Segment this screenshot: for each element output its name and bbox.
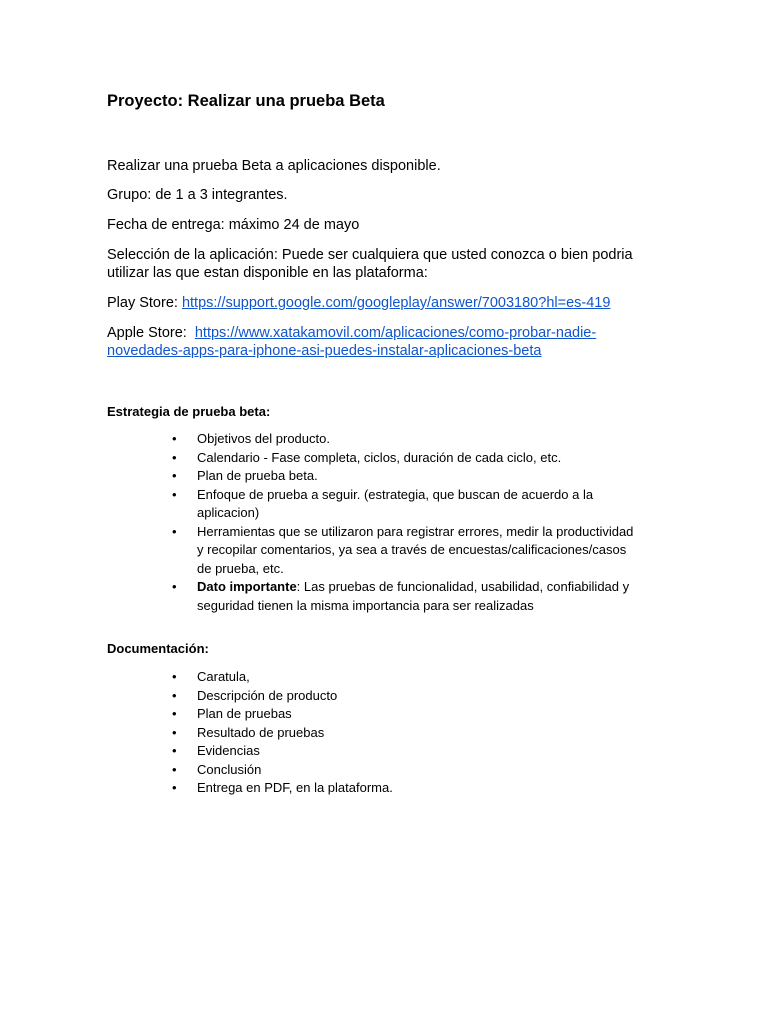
documentation-list	[169, 668, 669, 798]
list-item-text: Entrega en PDF, en la plataforma.	[197, 780, 393, 795]
bullet-icon: •	[172, 449, 177, 465]
apple-store-line	[107, 324, 667, 360]
list-item	[169, 687, 669, 706]
list-item-text: Resultado de pruebas	[197, 724, 325, 740]
bullet-icon: •	[172, 724, 177, 740]
bullet-icon: •	[172, 669, 177, 684]
list-item-text: Conclusión	[197, 761, 262, 777]
play-store-line	[107, 294, 667, 312]
app-selection-line-2: utilizar las que estan disponible en las plataforma:	[107, 265, 428, 281]
bullet-icon: •	[172, 579, 177, 594]
group-text: Grupo: de 1 a 3 integrantes.	[107, 187, 288, 203]
list-item	[169, 449, 669, 468]
strategy-heading: Estrategia de prueba beta:	[107, 404, 271, 419]
list-item-text: Plan de pruebas	[197, 706, 292, 721]
important-label: Dato importante	[197, 579, 297, 594]
apple-store-link-line-1[interactable]: https://www.xatakamovil.com/aplicaciones/como-probar-nadie-	[194, 325, 597, 341]
bullet-icon: •	[172, 523, 177, 539]
play-store-link[interactable]: https://support.google.com/googleplay/answer/7003180?hl=es-419	[181, 295, 611, 311]
list-item	[169, 430, 669, 449]
list-item-important	[169, 578, 669, 615]
description-text: Realizar una prueba Beta a aplicaciones disponible.	[107, 158, 441, 174]
list-item	[169, 742, 669, 761]
bullet-icon: •	[172, 468, 177, 483]
apple-store-label: Apple Store:	[107, 325, 195, 341]
important-text-line-2: seguridad tienen la misma importancia para ser realizadas	[197, 597, 534, 613]
list-item	[169, 523, 669, 579]
app-selection-line-1: Selección de la aplicación: Puede ser cualquiera que usted conozca o bien podria	[107, 247, 633, 263]
list-item-text: Plan de prueba beta.	[197, 468, 318, 483]
list-item-text: Calendario - Fase completa, ciclos, duración de cada ciclo, etc.	[197, 449, 562, 465]
list-item	[169, 705, 669, 724]
list-item	[169, 486, 669, 523]
list-item-text: Enfoque de prueba a seguir. (estrategia, que buscan de acuerdo a la	[197, 486, 594, 502]
list-item-text: Descripción de producto	[197, 687, 338, 703]
documentation-heading: Documentación:	[107, 641, 209, 656]
bullet-icon: •	[172, 743, 177, 758]
important-text-line-1: : Las pruebas de funcionalidad, usabilidad, confiabilidad y	[296, 579, 630, 594]
list-item	[169, 779, 669, 798]
list-item	[169, 467, 669, 486]
bullet-icon: •	[172, 780, 177, 795]
apple-store-link-line-2[interactable]: novedades-apps-para-iphone-asi-puedes-instalar-aplicaciones-beta	[107, 343, 542, 359]
strategy-list	[169, 430, 669, 615]
play-store-label: Play Store:	[107, 295, 182, 311]
bullet-icon: •	[172, 486, 177, 502]
list-item-text: y recopilar comentarios, ya sea a través de encuestas/calificaciones/casos	[197, 542, 627, 557]
page-title: Proyecto: Realizar una prueba Beta	[107, 92, 385, 110]
due-date-text: Fecha de entrega: máximo 24 de mayo	[107, 217, 360, 233]
list-item	[169, 761, 669, 780]
bullet-icon: •	[172, 431, 177, 446]
list-item-text: de prueba, etc.	[197, 560, 284, 576]
list-item	[169, 724, 669, 743]
bullet-icon: •	[172, 687, 177, 703]
list-item-text: Evidencias	[197, 743, 260, 758]
bullet-icon: •	[172, 761, 177, 777]
app-selection-text	[107, 246, 667, 282]
list-item-text: aplicacion)	[197, 505, 260, 520]
list-item-text: Objetivos del producto.	[197, 431, 330, 446]
list-item-text: Herramientas que se utilizaron para registrar errores, medir la productividad	[197, 523, 634, 539]
bullet-icon: •	[172, 706, 177, 721]
list-item	[169, 668, 669, 687]
list-item-text: Caratula,	[197, 669, 250, 684]
